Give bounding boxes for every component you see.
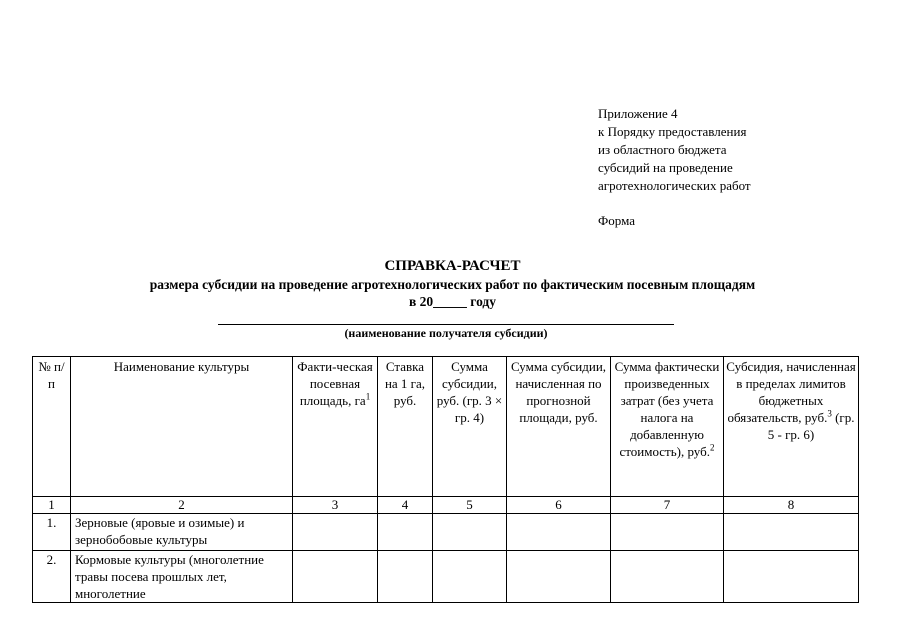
header-label: Сумма субсидии, начисленная по прогнозной площади, руб. — [510, 359, 607, 425]
column-number-row — [33, 497, 859, 514]
empty-cell — [378, 551, 433, 603]
column-number: 4 — [378, 497, 433, 514]
header-cell-crop-name — [71, 357, 293, 497]
row-number: 1. — [33, 514, 71, 551]
column-number: 7 — [611, 497, 724, 514]
footnote-mark: 1 — [365, 391, 371, 402]
row-number: 2. — [33, 551, 71, 603]
empty-cell — [293, 551, 378, 603]
empty-cell — [724, 514, 859, 551]
empty-cell — [433, 514, 507, 551]
empty-cell — [293, 514, 378, 551]
header-cell-actual-area — [293, 357, 378, 497]
document-year-line: в 20_____ году — [408, 294, 497, 309]
recipient-caption: (наименование получателя субсидии) — [344, 326, 548, 340]
empty-cell — [507, 551, 611, 603]
empty-cell — [724, 551, 859, 603]
empty-cell — [433, 551, 507, 603]
header-cell-forecast-subsidy — [507, 357, 611, 497]
appendix-line: Приложение 4 — [598, 106, 678, 121]
header-cell-rate — [378, 357, 433, 497]
footnote-mark: 2 — [710, 442, 715, 453]
column-number: 1 — [33, 497, 71, 514]
header-label: Сумма фактически произведенных затрат (без учета налога на добавленную стоимость), руб. — [614, 359, 720, 459]
footnote-mark: 3 — [827, 408, 832, 419]
header-label: Субсидия, начисленная в пределах лимитов бюджетных обязательств, руб. — [726, 359, 856, 425]
appendix-line: субсидий на проведение — [598, 160, 733, 175]
empty-cell — [611, 514, 724, 551]
appendix-line: из областного бюджета — [598, 142, 727, 157]
header-label: Сумма субсидии, руб. (гр. 3 × гр. 4) — [436, 359, 503, 425]
appendix-line: к Порядку предоставления — [598, 124, 747, 139]
table-header-row — [33, 357, 859, 497]
column-number: 2 — [71, 497, 293, 514]
header-formula: (гр. 5 - гр. 6) — [767, 410, 855, 442]
document-subtitle: размера субсидии на проведение агротехнологических работ по фактическим посевным площадям — [149, 277, 756, 292]
crop-name: Зерновые (яровые и озимые) и зернобобовые культуры — [71, 514, 293, 551]
document-title: СПРАВКА-РАСЧЕТ — [384, 258, 521, 274]
header-label: Наименование культуры — [113, 359, 250, 374]
table-row — [33, 514, 859, 551]
header-label: Факти-ческая посевная площадь, га — [297, 359, 373, 408]
recipient-fill-line — [218, 324, 674, 325]
header-cell-subsidy-sum — [433, 357, 507, 497]
form-label: Форма — [598, 213, 635, 228]
empty-cell — [378, 514, 433, 551]
header-cell-number — [33, 357, 71, 497]
header-cell-subsidy-limits — [724, 357, 859, 497]
column-number: 3 — [293, 497, 378, 514]
empty-cell — [507, 514, 611, 551]
header-cell-actual-costs — [611, 357, 724, 497]
header-label: Ставка на 1 га, руб. — [384, 359, 426, 408]
appendix-block — [598, 105, 751, 230]
column-number: 5 — [433, 497, 507, 514]
calculation-table — [32, 356, 859, 603]
appendix-line: агротехнологических работ — [598, 178, 751, 193]
table-row — [33, 551, 859, 603]
crop-name: Кормовые культуры (многолетние травы посева прошлых лет, многолетние — [71, 551, 293, 603]
column-number: 8 — [724, 497, 859, 514]
empty-cell — [611, 551, 724, 603]
column-number: 6 — [507, 497, 611, 514]
header-label: № п/п — [38, 359, 65, 391]
